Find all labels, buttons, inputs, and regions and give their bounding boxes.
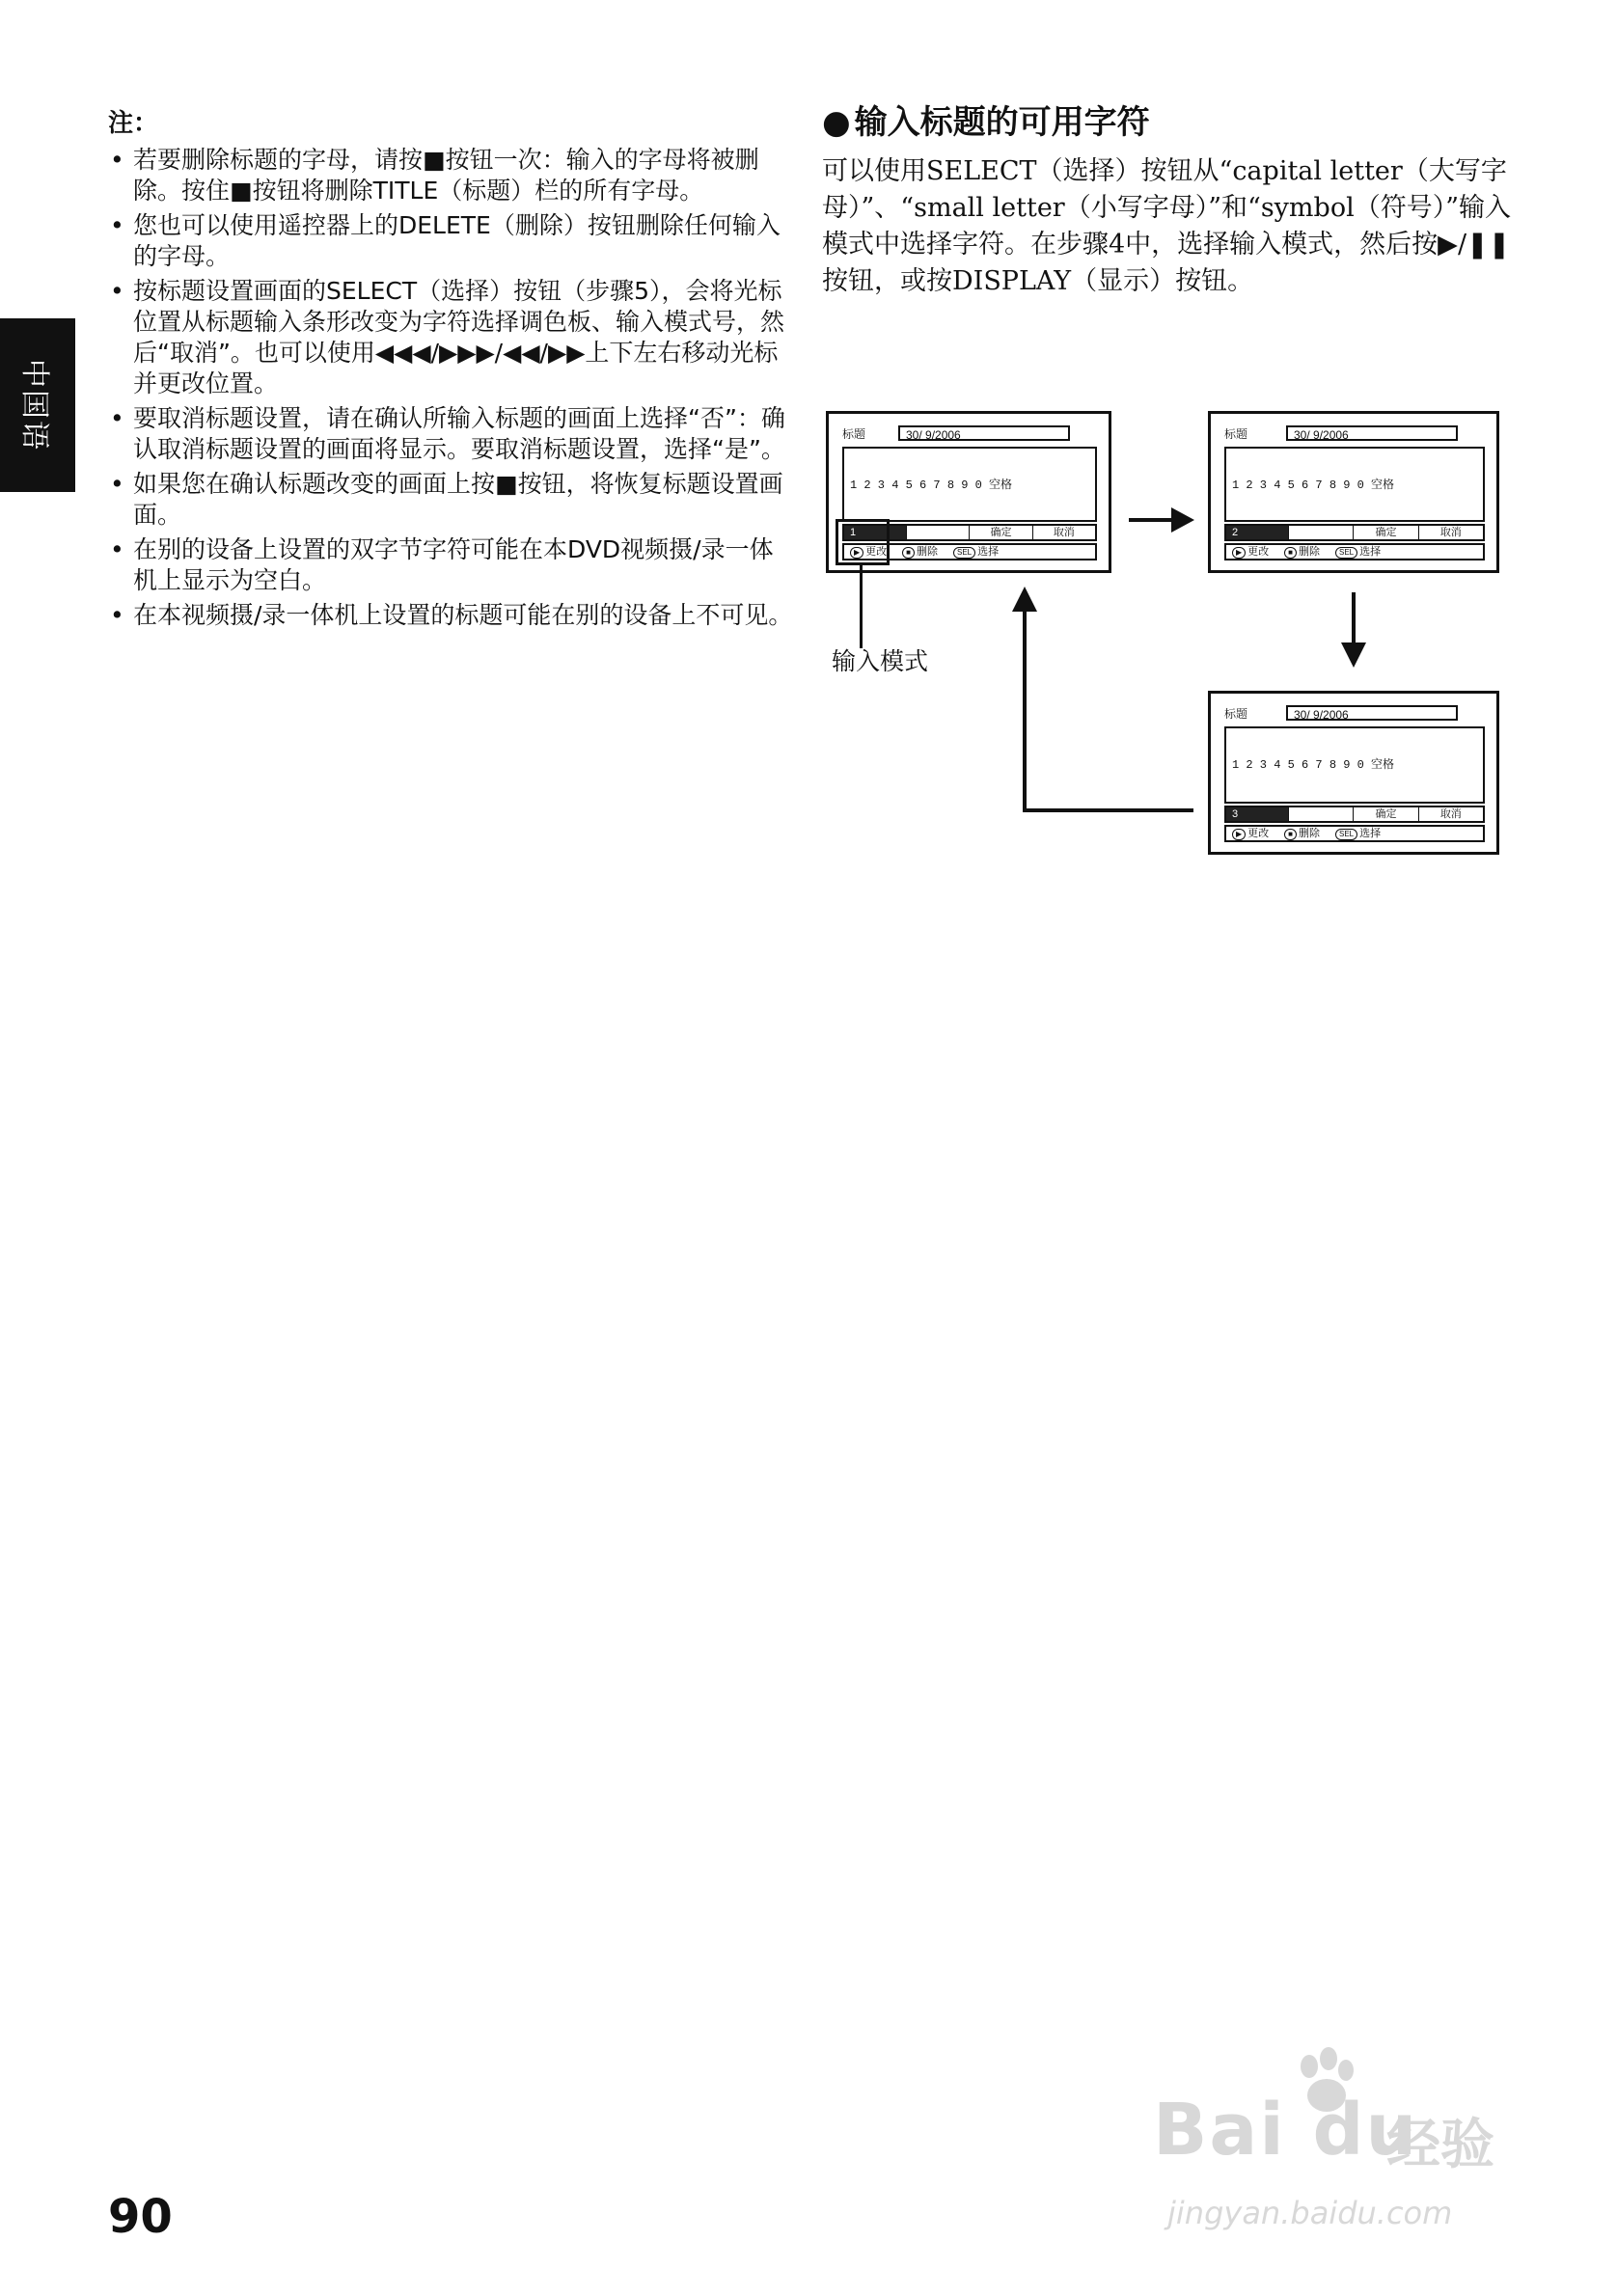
confirm-button: 确定 bbox=[1353, 526, 1417, 539]
stop-key-icon: ■ bbox=[1284, 829, 1297, 840]
section-title bbox=[822, 101, 1517, 144]
watermark-brand: Bai du bbox=[1153, 2089, 1419, 2172]
baidu-watermark bbox=[1153, 2050, 1539, 2257]
arrow-right-line bbox=[1129, 518, 1173, 522]
notes-list bbox=[108, 145, 793, 631]
confirm-button: 确定 bbox=[1353, 807, 1417, 821]
palette-row: 1 2 3 4 5 6 7 8 9 0 空格 bbox=[1232, 758, 1395, 772]
notes-heading: 注： bbox=[108, 109, 159, 138]
cancel-button: 取消 bbox=[1032, 526, 1095, 539]
hint-change: ▶ 更改 bbox=[1232, 545, 1269, 559]
arrow-loop-bottom-line bbox=[1023, 808, 1193, 812]
title-screen-symbol bbox=[1208, 691, 1499, 855]
stop-key-icon: ■ bbox=[902, 547, 915, 559]
cancel-button: 取消 bbox=[1418, 807, 1483, 821]
title-input-bar: 30/ 9/2006 bbox=[1286, 705, 1458, 721]
note-item: • 按标题设置画面的SELECT（选择）按钮（步骤5），会将光标位置从标题输入条形改变为字符选择调色板、输入模式号，然后“取消”。也可以使用◀◀◀/▶▶▶/◀◀/▶▶上下左右移动光标并更改位置。 bbox=[108, 276, 793, 399]
hint-delete: ■ 删除 bbox=[902, 545, 938, 559]
input-mode-label: 输入模式 bbox=[832, 647, 929, 675]
section-intro: 可以使用SELECT（选择）按钮从“capital letter（大写字母）”、“small letter（小写字母）”和“symbol（符号）”输入模式中选择字符。在步骤4中，选择输入模式，然后按▶/❚❚按钮，或按DISPLAY（显示）按钮。 bbox=[822, 156, 1512, 296]
screen-title-label: 标题 bbox=[1224, 427, 1248, 441]
input-mode-number: 2 bbox=[1226, 526, 1288, 539]
character-palette bbox=[842, 447, 1097, 522]
arrow-down-line bbox=[1352, 592, 1356, 644]
watermark-brand-cn: 经验 bbox=[1386, 2114, 1494, 2176]
callout-line bbox=[860, 565, 863, 648]
palette-row bbox=[1232, 802, 1477, 804]
note-item: • 如果您在确认标题改变的画面上按■按钮，将恢复标题设置画面。 bbox=[108, 469, 793, 531]
play-key-icon: ▶ bbox=[1232, 829, 1246, 840]
cancel-button: 取消 bbox=[1418, 526, 1483, 539]
character-palette bbox=[1224, 726, 1485, 804]
blank-cell bbox=[1288, 526, 1353, 539]
available-characters-section bbox=[822, 101, 1517, 300]
hint-delete: ■ 删除 bbox=[1284, 545, 1320, 559]
hint-select: SEL 选择 bbox=[1335, 545, 1381, 559]
select-key-icon: SEL bbox=[1335, 829, 1357, 840]
character-palette bbox=[1224, 447, 1485, 522]
note-item: • 若要删除标题的字母，请按■按钮一次：输入的字母将被删除。按住■按钮将删除TITLE（标题）栏的所有字母。 bbox=[108, 145, 793, 206]
mode-bar bbox=[1224, 524, 1485, 541]
palette-row: 1 2 3 4 5 6 7 8 9 0 空格 bbox=[850, 478, 1013, 492]
screen-title-label: 标题 bbox=[842, 427, 866, 441]
hint-delete: ■ 删除 bbox=[1284, 827, 1320, 840]
hint-bar bbox=[1224, 543, 1485, 560]
note-item: • 在本视频摄/录一体机上设置的标题可能在别的设备上不可见。 bbox=[108, 600, 793, 631]
select-key-icon: SEL bbox=[1335, 547, 1357, 559]
mode-bar bbox=[1224, 806, 1485, 823]
title-input-bar: 30/ 9/2006 bbox=[898, 425, 1070, 441]
play-key-icon: ▶ bbox=[1232, 547, 1246, 559]
hint-select: SEL 选择 bbox=[953, 545, 999, 559]
hint-change: ▶ 更改 bbox=[1232, 827, 1269, 840]
section-title-text: 输入标题的可用字符 bbox=[854, 103, 1150, 142]
hint-bar bbox=[1224, 825, 1485, 842]
title-screen-small bbox=[1208, 411, 1499, 573]
screen-title-label: 标题 bbox=[1224, 707, 1248, 721]
arrow-loop-vertical-line bbox=[1023, 610, 1027, 812]
note-item: • 您也可以使用遥控器上的DELETE（删除）按钮删除任何输入的字母。 bbox=[108, 210, 793, 272]
hint-change: ▶ 更改 bbox=[850, 545, 887, 559]
blank-cell bbox=[906, 526, 969, 539]
arrow-right-icon bbox=[1171, 507, 1194, 533]
confirm-button: 确定 bbox=[969, 526, 1031, 539]
notes-section bbox=[108, 108, 793, 635]
note-item: • 要取消标题设置，请在确认所输入标题的画面上选择“否”：确认取消标题设置的画面将显示。要取消标题设置，选择“是”。 bbox=[108, 403, 793, 465]
arrow-down-icon bbox=[1341, 642, 1366, 668]
section-bullet: ● bbox=[822, 103, 851, 142]
palette-row: 1 2 3 4 5 6 7 8 9 0 空格 bbox=[1232, 478, 1395, 492]
watermark-url: jingyan.baidu.com bbox=[1167, 2195, 1453, 2231]
title-input-bar: 30/ 9/2006 bbox=[1286, 425, 1458, 441]
page-number: 90 bbox=[108, 2190, 173, 2244]
hint-select: SEL 选择 bbox=[1335, 827, 1381, 840]
blank-cell bbox=[1288, 807, 1353, 821]
input-mode-number: 1 bbox=[844, 526, 906, 539]
note-item: • 在别的设备上设置的双字节字符可能在本DVD视频摄/录一体机上显示为空白。 bbox=[108, 534, 793, 596]
input-mode-highlight bbox=[836, 519, 890, 565]
input-mode-number: 3 bbox=[1226, 807, 1288, 821]
stop-key-icon: ■ bbox=[1284, 547, 1297, 559]
language-tab bbox=[0, 318, 75, 492]
play-key-icon: ▶ bbox=[850, 547, 863, 559]
arrow-up-icon bbox=[1012, 587, 1037, 612]
language-tab-label: 中国语 bbox=[17, 359, 51, 451]
select-key-icon: SEL bbox=[953, 547, 975, 559]
